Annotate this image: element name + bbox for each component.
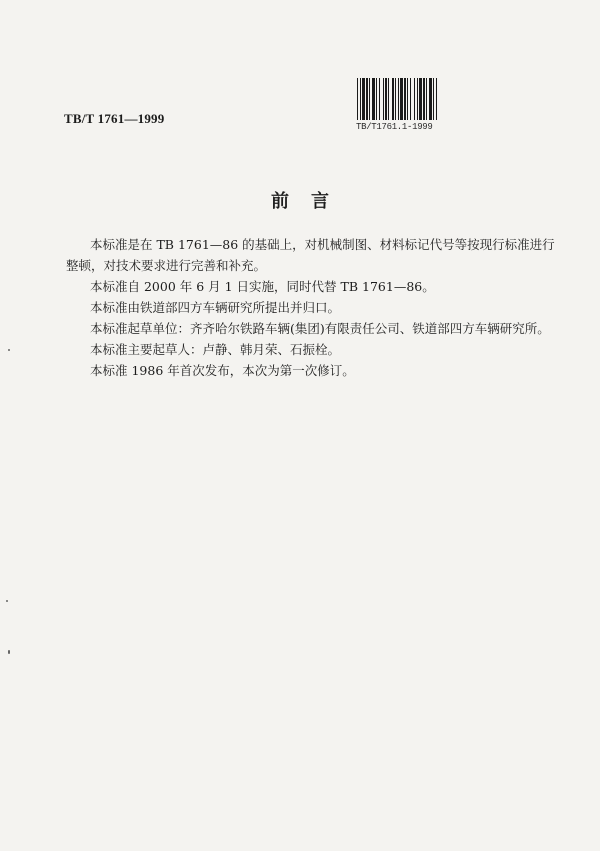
barcode-text: TB/T1761.1-1999 [356,122,433,132]
foreword-body [66,234,566,381]
paragraph: 本标准由铁道部四方车辆研究所提出并归口。 [90,300,341,315]
standard-code: TB/T 1761—1999 [64,111,165,126]
scan-speck [8,349,10,351]
scan-speck [6,600,8,602]
barcode-icon [356,78,440,120]
page-title: 前言 [271,191,351,212]
paragraph: 本标准起草单位：齐齐哈尔铁路车辆(集团)有限责任公司、铁道部四方车辆研究所。 [90,321,550,336]
paragraph: 本标准自 2000 年 6 月 1 日实施，同时代替 TB 1761—86。 [90,279,435,294]
scan-speck [8,650,10,654]
barcode [356,78,440,132]
paragraph: 本标准主要起草人：卢静、韩月荣、石振栓。 [90,342,341,357]
paragraph: 本标准是在 TB 1761—86 的基础上，对机械制图、材料标记代号等按现行标准进行整顿，对技术要求进行完善和补充。 [66,237,555,273]
paragraph: 本标准 1986 年首次发布，本次为第一次修订。 [90,363,355,378]
